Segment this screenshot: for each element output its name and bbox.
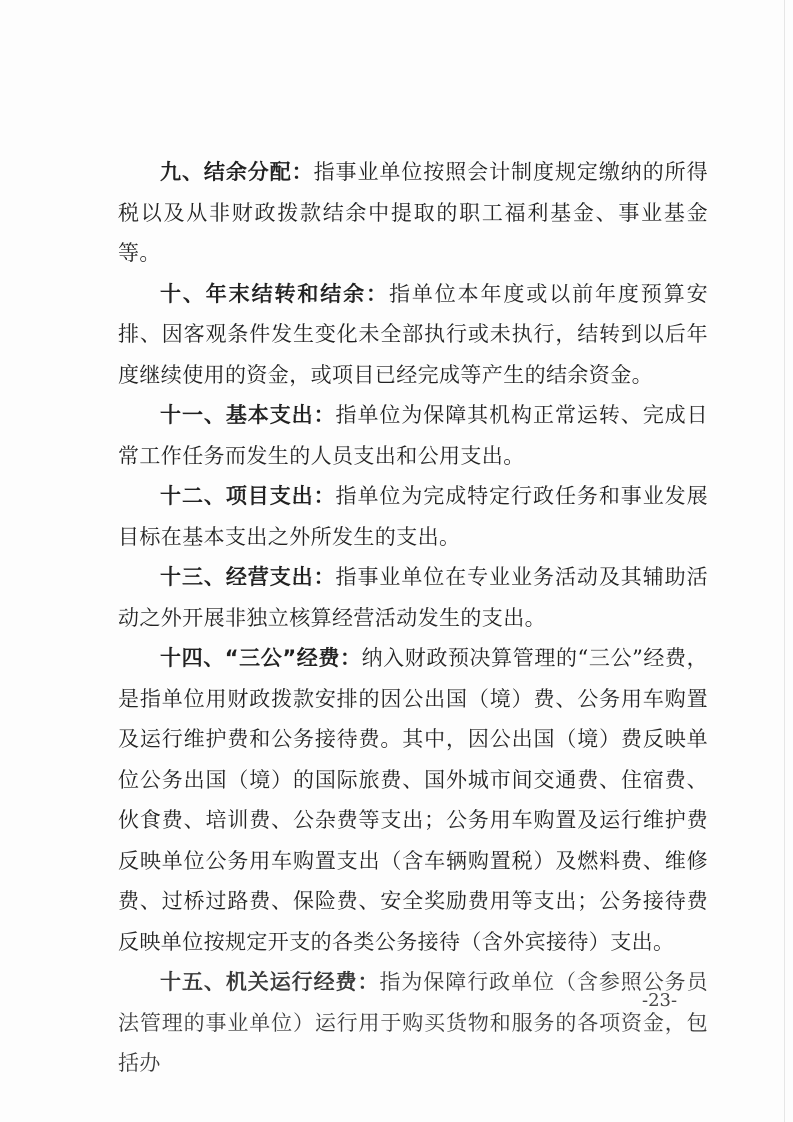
paragraph-term: 九、结余分配： <box>160 160 314 184</box>
paragraph-operating-expenditure <box>118 557 708 638</box>
paragraph-term: 十三、经营支出： <box>160 565 336 589</box>
paragraph-term: 十二、项目支出： <box>160 484 336 508</box>
paragraph-three-public-expenses <box>118 638 708 962</box>
paragraph-surplus-distribution <box>118 152 708 274</box>
paragraph-term: 十五、机关运行经费： <box>160 970 380 994</box>
page-number: -23- <box>642 990 678 1011</box>
scan-edge <box>784 0 785 1122</box>
paragraph-agency-operating-funds <box>118 962 708 1084</box>
paragraph-text: 指单位为完成特定行政任务和事业发展目标在基本支出之外所发生的支出。 <box>118 484 708 549</box>
paragraph-text: 指单位为保障其机构正常运转、完成日常工作任务而发生的人员支出和公用支出。 <box>118 403 708 468</box>
paragraph-basic-expenditure <box>118 395 708 476</box>
paragraph-text: 指事业单位在专业业务活动及其辅助活动之外开展非独立核算经营活动发生的支出。 <box>118 565 708 630</box>
document-body <box>118 152 708 1084</box>
paragraph-term: 十一、基本支出： <box>160 403 336 427</box>
paragraph-text: 指事业单位按照会计制度规定缴纳的所得税以及从非财政拨款结余中提取的职工福利基金、事业基金等。 <box>118 160 708 265</box>
paragraph-term: 十四、“三公”经费： <box>160 646 362 670</box>
paragraph-text: 指单位本年度或以前年度预算安排、因客观条件发生变化未全部执行或未执行，结转到以后年度继续使用的资金，或项目已经完成等产生的结余资金。 <box>118 281 708 387</box>
paragraph-text: 纳入财政预决算管理的“三公”经费，是指单位用财政拨款安排的因公出国（境）费、公务用车购置及运行维护费和公务接待费。其中，因公出国（境）费反映单位公务出国（境）的国际旅费、国外城市间交通费、住宿费、伙食费、培训费、公杂费等支出；公务用车购置及运行维护费反映单位公务用车购置支出（含车辆购置税）及燃料费、维修费、过桥过路费、保险费、安全奖励费用等支出；公务接待费反映单位按规定开支的各类公务接待（含外宾接待）支出。 <box>118 646 708 954</box>
paragraph-text: 指为保障行政单位（含参照公务员法管理的事业单位）运行用于购买货物和服务的各项资金，包括办 <box>118 970 709 1075</box>
paragraph-year-end-balance <box>118 274 708 396</box>
paragraph-project-expenditure <box>118 476 708 557</box>
paragraph-term: 十、年末结转和结余： <box>160 281 389 306</box>
